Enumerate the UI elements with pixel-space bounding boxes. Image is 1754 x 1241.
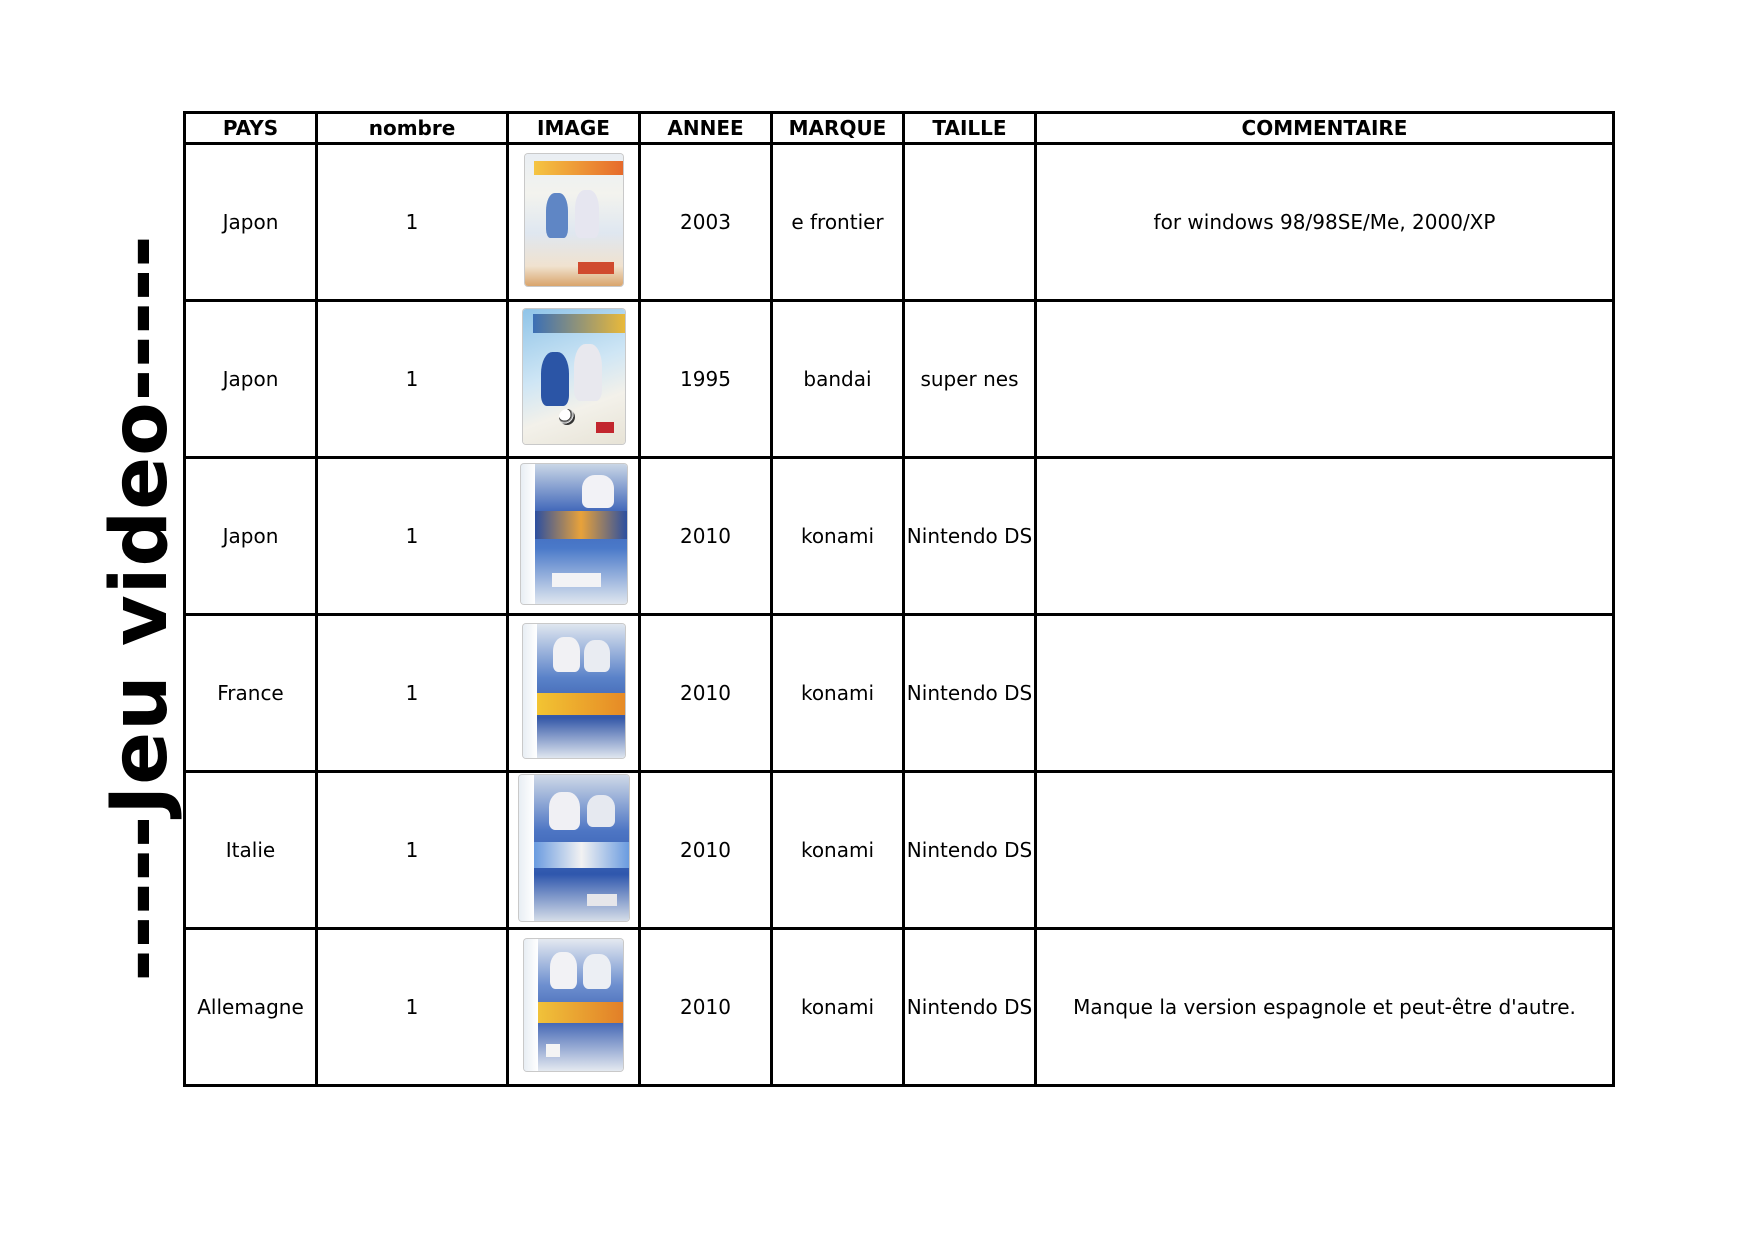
header-pays: PAYS	[185, 113, 317, 144]
cell-image	[508, 144, 640, 301]
table-row	[185, 144, 1614, 301]
header-nombre: nombre	[317, 113, 508, 144]
header-row	[185, 113, 1614, 144]
table-row	[185, 458, 1614, 615]
cell-nombre: 1	[317, 458, 508, 615]
cell-pays: Japon	[185, 144, 317, 301]
game-box-photo	[523, 309, 625, 444]
game-box-photo	[524, 939, 623, 1071]
cell-image	[508, 615, 640, 772]
side-title: -----Jeu video-----	[95, 234, 185, 982]
game-box-photo	[523, 624, 625, 758]
cell-pays: Japon	[185, 301, 317, 458]
table-row	[185, 772, 1614, 929]
header-commentaire: COMMENTAIRE	[1036, 113, 1614, 144]
cell-annee: 2010	[640, 615, 772, 772]
table-row	[185, 301, 1614, 458]
cell-commentaire: Manque la version espagnole et peut-être d'autre.	[1036, 929, 1614, 1086]
cell-annee: 2003	[640, 144, 772, 301]
cell-annee: 2010	[640, 772, 772, 929]
cell-nombre: 1	[317, 144, 508, 301]
cell-taille: Nintendo DS	[904, 772, 1036, 929]
header-marque: MARQUE	[772, 113, 904, 144]
cell-marque: konami	[772, 772, 904, 929]
header-taille: TAILLE	[904, 113, 1036, 144]
cell-image	[508, 301, 640, 458]
cell-taille: Nintendo DS	[904, 615, 1036, 772]
cell-pays: Japon	[185, 458, 317, 615]
cell-commentaire	[1036, 772, 1614, 929]
cell-marque: konami	[772, 929, 904, 1086]
game-box-photo	[525, 154, 623, 286]
catalog-table	[183, 111, 1615, 1087]
cell-nombre: 1	[317, 929, 508, 1086]
table-row	[185, 929, 1614, 1086]
cell-marque: bandai	[772, 301, 904, 458]
cell-annee: 2010	[640, 458, 772, 615]
cell-pays: France	[185, 615, 317, 772]
cell-nombre: 1	[317, 772, 508, 929]
cell-commentaire	[1036, 615, 1614, 772]
cell-commentaire	[1036, 458, 1614, 615]
cell-annee: 2010	[640, 929, 772, 1086]
game-box-photo	[521, 464, 627, 604]
cell-marque: e frontier	[772, 144, 904, 301]
cell-marque: konami	[772, 615, 904, 772]
cell-commentaire	[1036, 301, 1614, 458]
game-box-photo	[519, 775, 629, 921]
cell-image	[508, 458, 640, 615]
header-image: IMAGE	[508, 113, 640, 144]
cell-annee: 1995	[640, 301, 772, 458]
cell-nombre: 1	[317, 615, 508, 772]
cell-image	[508, 772, 640, 929]
cell-pays: Italie	[185, 772, 317, 929]
header-annee: ANNEE	[640, 113, 772, 144]
cell-marque: konami	[772, 458, 904, 615]
cell-pays: Allemagne	[185, 929, 317, 1086]
cell-taille: Nintendo DS	[904, 458, 1036, 615]
cell-image	[508, 929, 640, 1086]
table-row	[185, 615, 1614, 772]
cell-commentaire: for windows 98/98SE/Me, 2000/XP	[1036, 144, 1614, 301]
cell-taille: super nes	[904, 301, 1036, 458]
cell-taille	[904, 144, 1036, 301]
cell-taille: Nintendo DS	[904, 929, 1036, 1086]
cell-nombre: 1	[317, 301, 508, 458]
